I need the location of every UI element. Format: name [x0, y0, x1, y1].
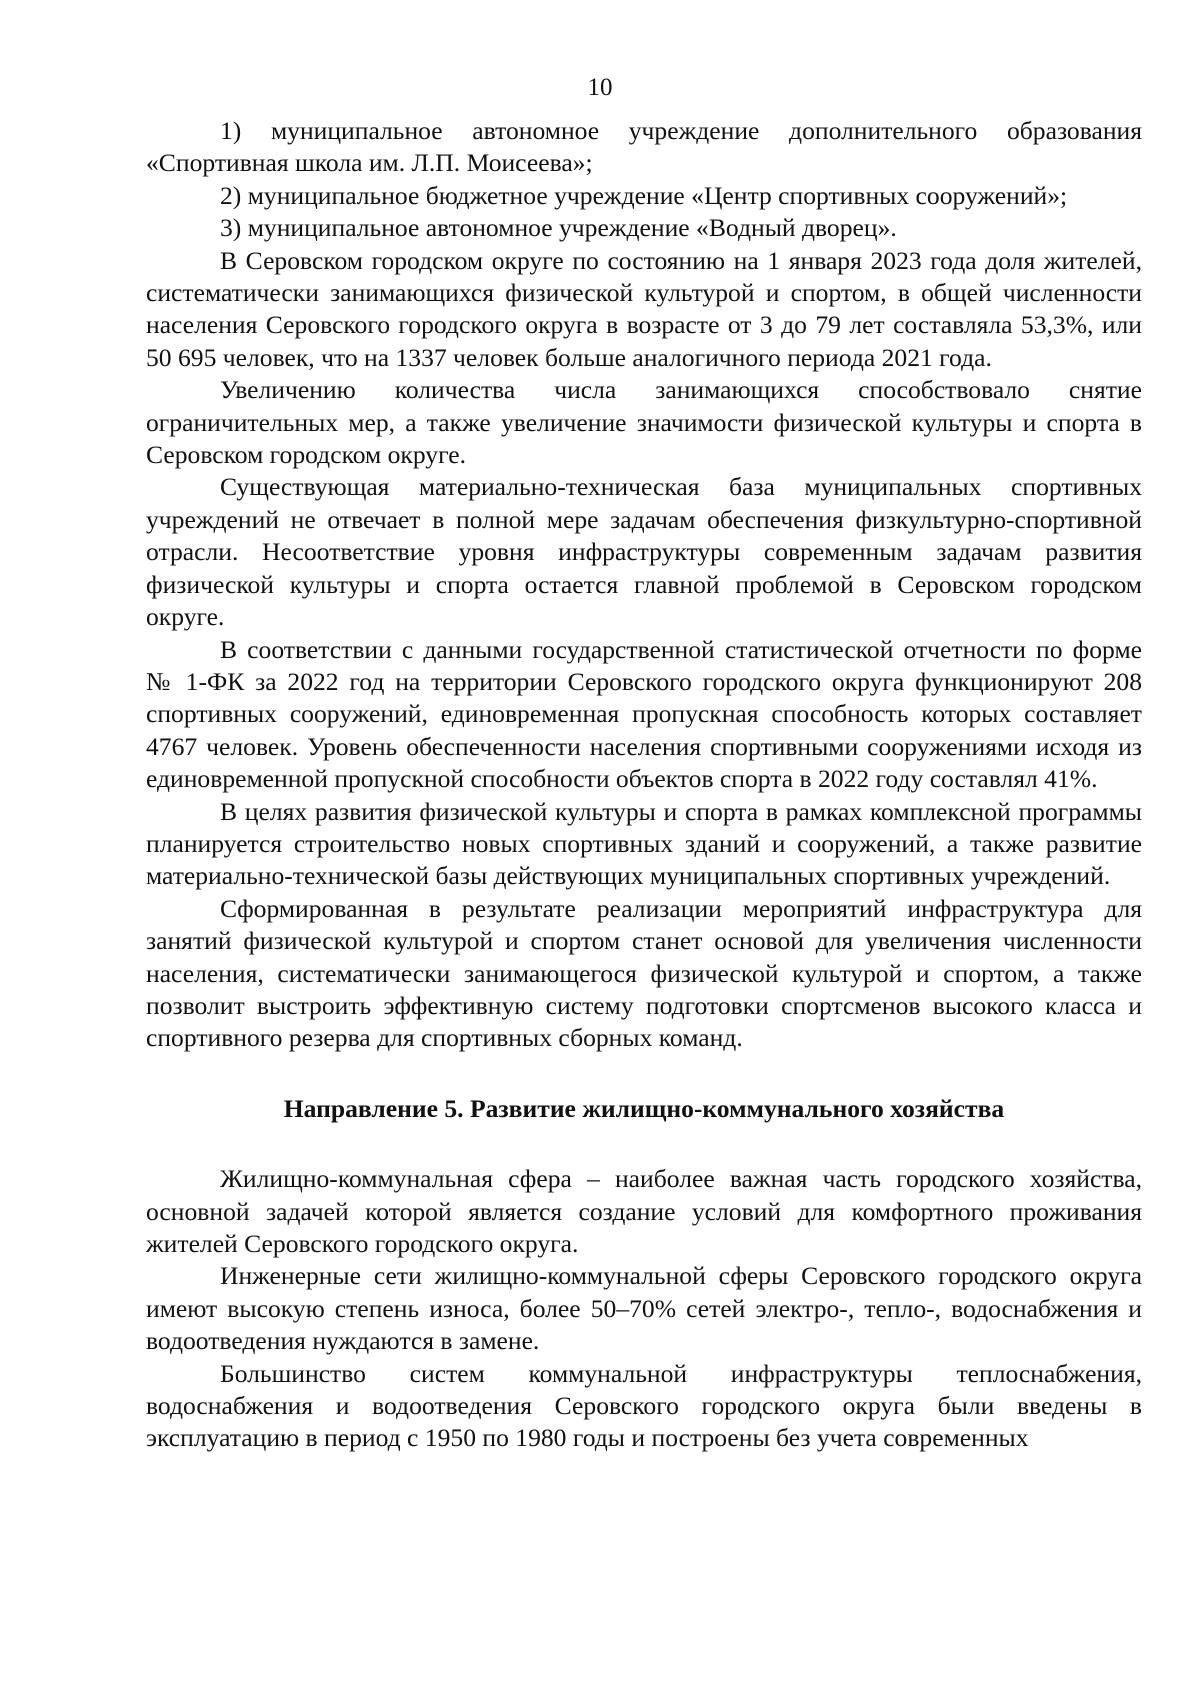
list-item-3: 3) муниципальное автономное учреждение «Водный дворец».	[220, 213, 897, 243]
paragraph-statistics: В соответствии с данными государственной статистической отчетности по форме № 1-ФК за 2022 год на территории Серовского городского округа функционируют 208 спортивных сооружений, единовременная пропускная способность которых составляет 4767 человек. Уровень обеспеченности населения спортивными сооружениями исходя из единовременной пропускной способности объектов спорта в 2022 году составлял 41%.	[146, 634, 1142, 794]
paragraph-network-wear: Инженерные сети жилищно-коммунальной сферы Серовского городского округа имеют высокую степень износа, более 50–70% сетей электро-, тепло-, водоснабжения и водоотведения нуждаются в замене.	[146, 1261, 1142, 1356]
page-number: 10	[587, 74, 613, 101]
paragraph-housing-sphere: Жилищно-коммунальная сфера – наиболее важная часть городского хозяйства, основной задачей которой является создание условий для комфортного проживания жителей Серовского городского округа.	[146, 1164, 1142, 1258]
paragraph-development-goals: В целях развития физической культуры и спорта в рамках комплексной программы планируется строительство новых спортивных зданий и сооружений, а также развитие материально-технической базы действующих муниципальных спортивных учреждений.	[146, 796, 1142, 891]
paragraph-sport-share: В Серовском городском округе по состоянию на 1 января 2023 года доля жителей, систематически занимающихся физической культурой и спортом, в общей численности населения Серовского городского округа в возрасте от 3 до 79 лет составляла 53,3%, или 50 695 человек, что на 1337 человек больше аналогичного периода 2021 года.	[146, 245, 1142, 372]
paragraph-expected-results: Сформированная в результате реализации мероприятий инфраструктура для занятий физической культурой и спортом станет основой для увеличения численности населения, систематически занимающегося физической культурой и спортом, а также позволит выстроить эффективную систему подготовки спортсменов высокого класса и спортивного резерва для спортивных сборных команд.	[146, 893, 1142, 1053]
section-heading: Направление 5. Развитие жилищно-коммунального хозяйства	[283, 1093, 1005, 1123]
paragraph-growth-reasons: Увеличению количества числа занимающихся способствовало снятие ограничительных мер, а также увеличение значимости физической культуры и спорта в Серовском городском округе.	[146, 375, 1142, 470]
document-body	[146, 115, 1142, 1455]
paragraph-infrastructure-problem: Существующая материально-техническая база муниципальных спортивных учреждений не отвечает в полной мере задачам обеспечения физкультурно-спортивной отрасли. Несоответствие уровня инфраструктуры современным задачам развития физической культуры и спорта остается главной проблемой в Серовском городском округе.	[146, 472, 1142, 632]
paragraph-utility-systems: Большинство систем коммунальной инфраструктуры теплоснабжения, водоснабжения и водоотведения Серовского городского округа были введены в эксплуатацию в период с 1950 по 1980 годы и построены без учета современных	[146, 1358, 1142, 1453]
list-item-2: 2) муниципальное бюджетное учреждение «Центр спортивных сооружений»;	[220, 180, 1068, 210]
list-item-1: 1) муниципальное автономное учреждение дополнительного образования «Спортивная школа им. Л.П. Моисеева»;	[146, 116, 1142, 178]
